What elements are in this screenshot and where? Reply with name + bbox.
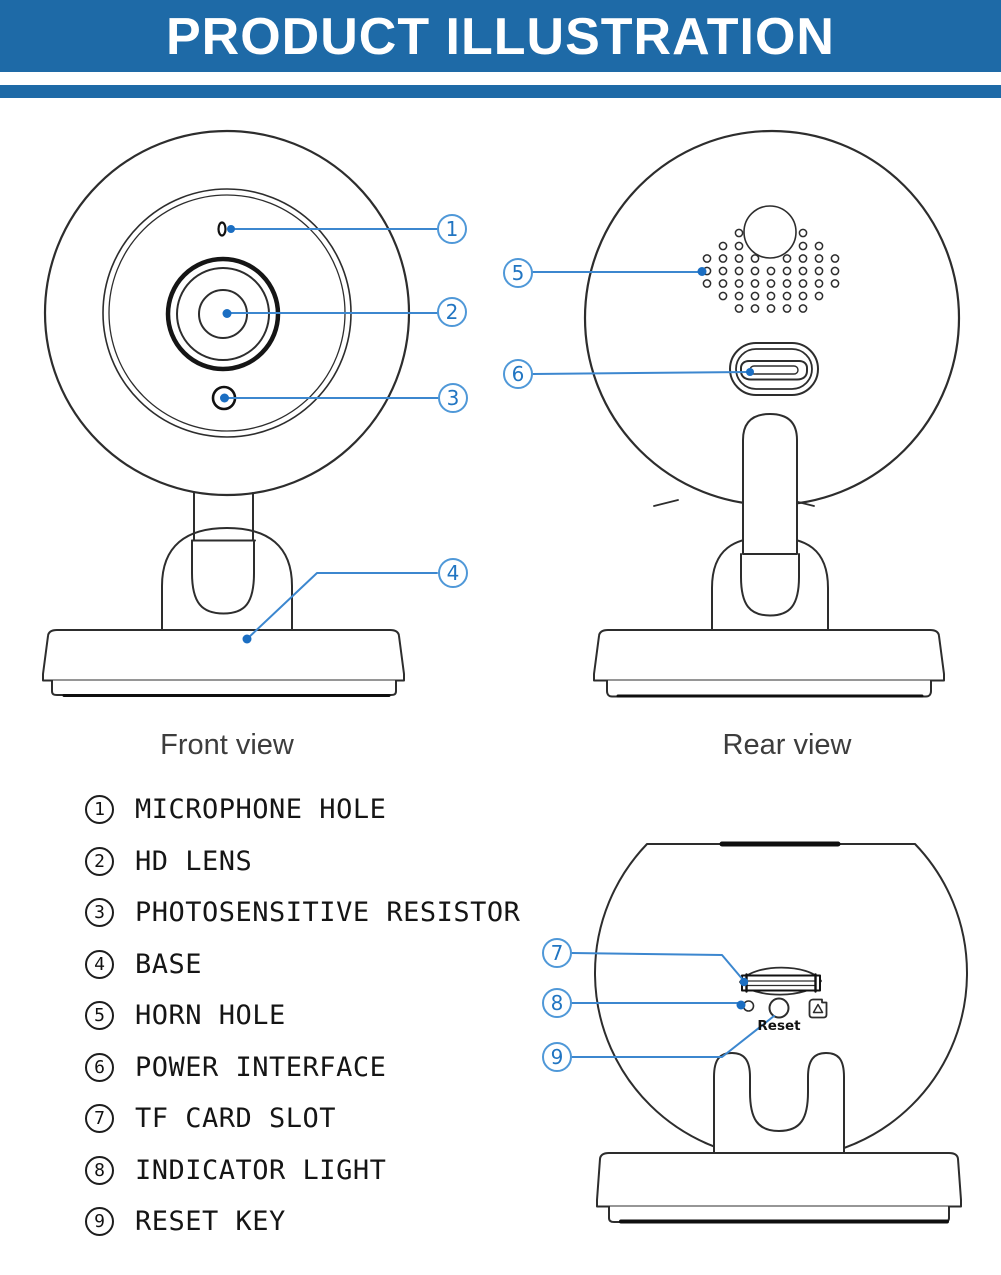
sd-card-icon	[810, 1000, 827, 1018]
callout-badge-1: 1	[437, 214, 467, 244]
legend-item-horn-hole	[85, 990, 520, 1042]
parts-legend	[85, 784, 520, 1248]
legend-item-tf-card-slot	[85, 1093, 520, 1145]
callout-badge-6: 6	[503, 359, 533, 389]
legend-label: TF CARD SLOT	[135, 1103, 337, 1135]
legend-number: 9	[85, 1207, 114, 1236]
callout-badge-8: 8	[542, 988, 572, 1018]
legend-label: HD LENS	[135, 845, 253, 877]
callout-badge-5: 5	[503, 258, 533, 288]
page-title: PRODUCT ILLUSTRATION	[166, 8, 835, 66]
legend-label: RESET KEY	[135, 1206, 286, 1238]
legend-label: POWER INTERFACE	[135, 1051, 387, 1083]
legend-item-hd-lens	[85, 836, 520, 888]
legend-item-base	[85, 939, 520, 991]
callout-badge-4: 4	[438, 558, 468, 588]
legend-item-reset-key	[85, 1196, 520, 1248]
callout-badge-2: 2	[437, 297, 467, 327]
reset-button-label: Reset	[757, 1018, 801, 1034]
rear-view-drawing	[585, 131, 959, 697]
legend-label: MICROPHONE HOLE	[135, 794, 387, 826]
legend-label: PHOTOSENSITIVE RESISTOR	[135, 897, 521, 929]
legend-label: BASE	[135, 948, 203, 980]
legend-number: 7	[85, 1104, 114, 1133]
legend-number: 1	[85, 795, 114, 824]
legend-number: 3	[85, 898, 114, 927]
rear-view-caption: Rear view	[722, 729, 852, 761]
callout-badge-3: 3	[438, 383, 468, 413]
legend-label: INDICATOR LIGHT	[135, 1154, 387, 1186]
front-view-caption: Front view	[160, 729, 294, 761]
callout-badge-7: 7	[542, 938, 572, 968]
legend-item-power-interface	[85, 1042, 520, 1094]
legend-number: 5	[85, 1001, 114, 1030]
legend-number: 4	[85, 950, 114, 979]
legend-item-microphone-hole	[85, 784, 520, 836]
legend-number: 8	[85, 1156, 114, 1185]
legend-label: HORN HOLE	[135, 1000, 286, 1032]
legend-item-photosensitive-resistor	[85, 887, 520, 939]
legend-item-indicator-light	[85, 1145, 520, 1197]
front-view-drawing	[43, 131, 409, 696]
callout-badge-9: 9	[542, 1042, 572, 1072]
legend-number: 6	[85, 1053, 114, 1082]
legend-number: 2	[85, 847, 114, 876]
